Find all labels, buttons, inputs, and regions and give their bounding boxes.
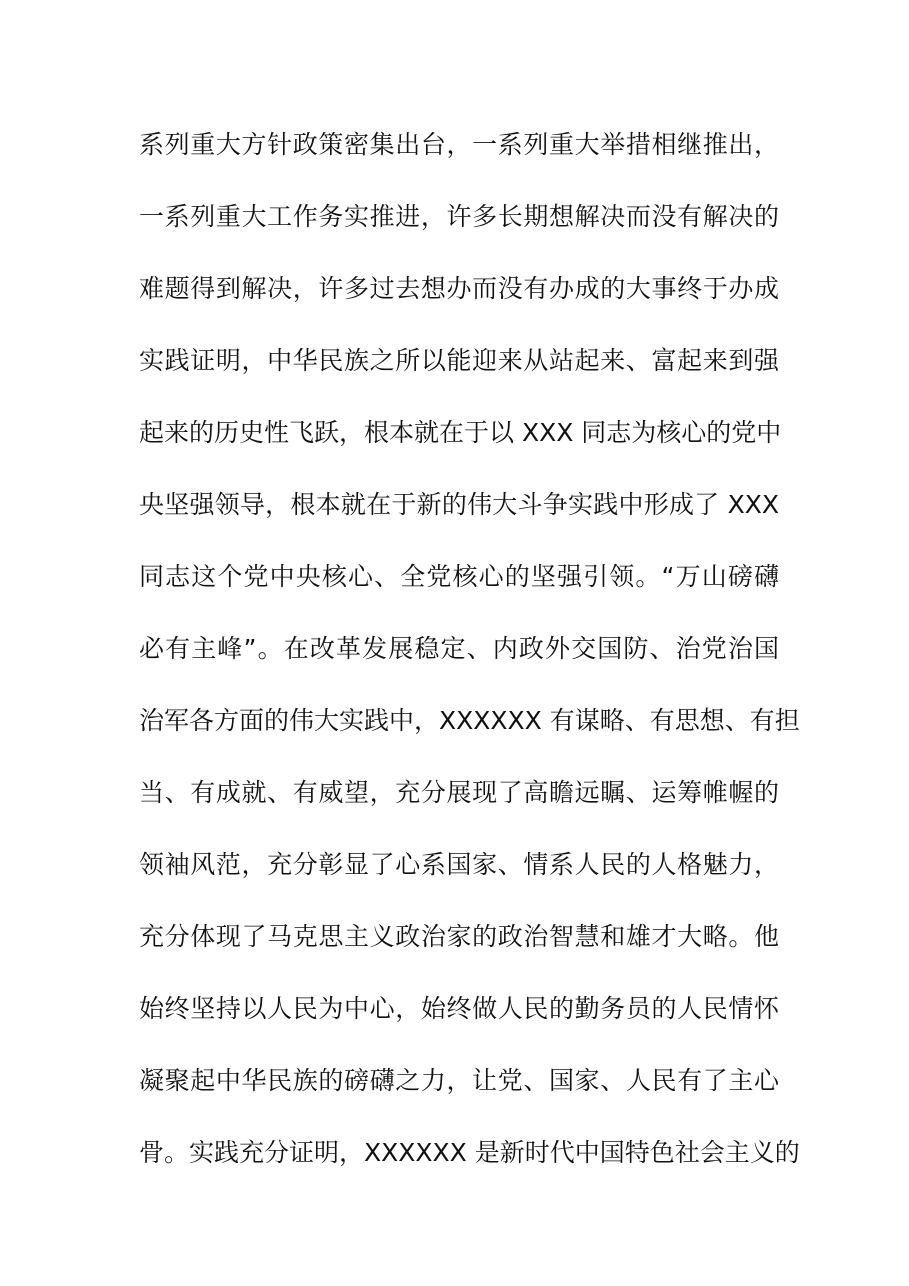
text-line-15: 骨。实践充分证明，XXXXXX 是新时代中国特色社会主义的 xyxy=(139,1138,800,1167)
text-line-4: 实践证明，中华民族之所以能迎来从站起来、富起来到强 xyxy=(139,346,779,375)
text-line-2: 一系列重大工作务实推进，许多长期想解决而没有解决的 xyxy=(139,202,779,231)
text-line-6: 央坚强领导，根本就在于新的伟大斗争实践中形成了 XXX xyxy=(139,490,779,519)
text-line-13: 始终坚持以人民为中心，始终做人民的勤务员的人民情怀 xyxy=(139,994,779,1023)
text-line-11: 领袖风范，充分彰显了心系国家、情系人民的人格魅力， xyxy=(139,850,779,879)
text-line-5: 起来的历史性飞跃，根本就在于以 XXX 同志为核心的党中 xyxy=(139,418,782,447)
text-line-10: 当、有成就、有威望，充分展现了高瞻远瞩、运筹帷幄的 xyxy=(139,778,779,807)
text-line-7: 同志这个党中央核心、全党核心的坚强引领。“万山磅礴 xyxy=(139,562,779,591)
text-line-1: 系列重大方针政策密集出台，一系列重大举措相继推出， xyxy=(139,130,779,159)
text-line-3: 难题得到解决，许多过去想办而没有办成的大事终于办成 xyxy=(139,274,779,303)
text-line-8: 必有主峰”。在改革发展稳定、内政外交国防、治党治国 xyxy=(139,634,779,663)
text-line-14: 凝聚起中华民族的磅礴之力，让党、国家、人民有了主心 xyxy=(139,1066,779,1095)
text-line-12: 充分体现了马克思主义政治家的政治智慧和雄才大略。他 xyxy=(139,922,779,951)
text-line-9: 治军各方面的伟大实践中，XXXXXX 有谋略、有思想、有担 xyxy=(139,706,800,735)
